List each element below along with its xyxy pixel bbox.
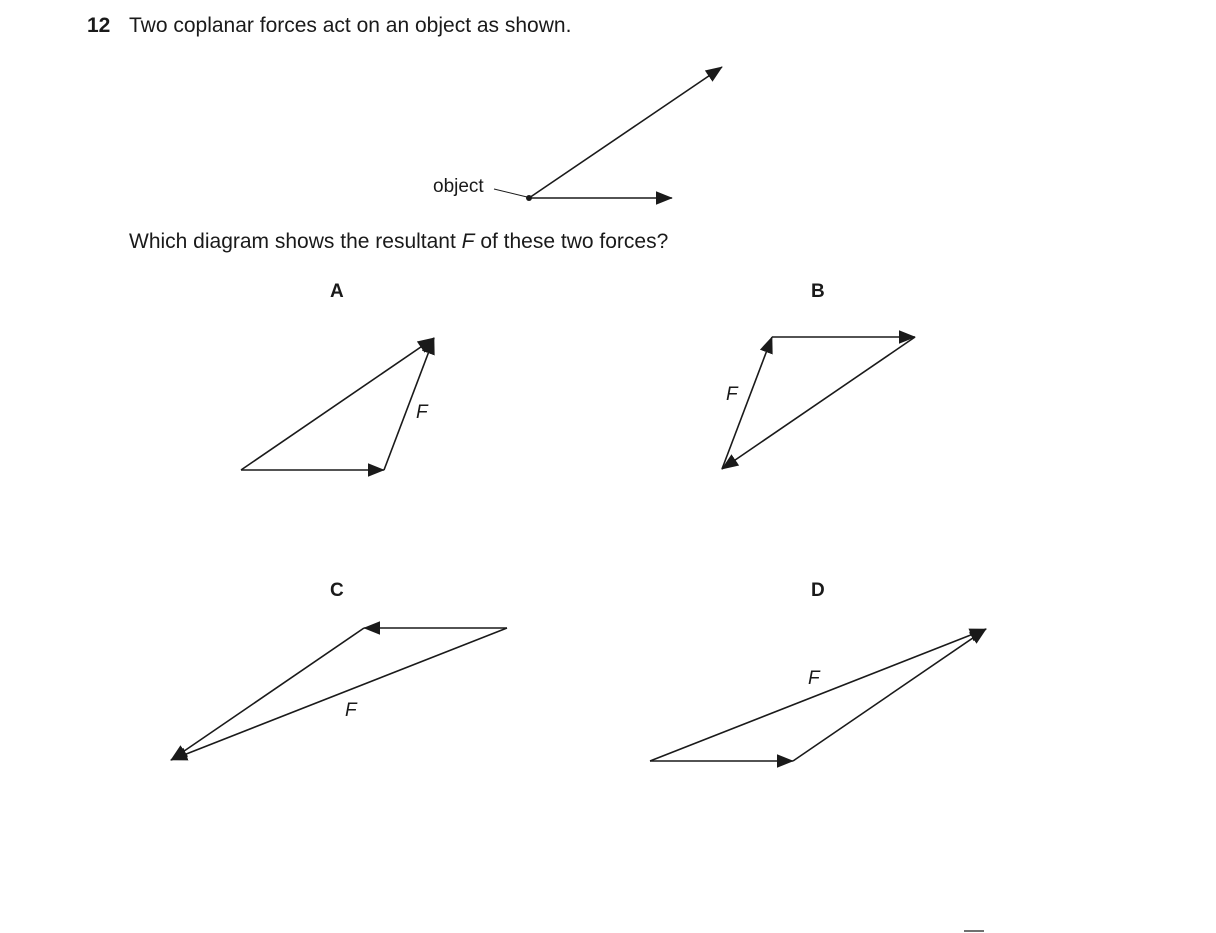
option-d-diagram [650,629,986,761]
option-b-inclined-arrow [722,337,915,469]
option-c-f-label: F [345,700,357,721]
object-leader-line [494,189,527,197]
option-c-label: C [330,580,344,601]
option-b-diagram [722,337,915,469]
option-d-label: D [811,580,825,601]
prompt-symbol: F [461,230,475,253]
option-d-inclined-arrow [793,629,986,761]
question-text: Two coplanar forces act on an object as shown. [129,14,572,37]
inclined-force-arrow [529,67,722,198]
prompt-after: of these two forces? [474,230,669,253]
option-a-label: A [330,281,344,302]
question-number: 12 [87,14,111,37]
option-c-inclined-arrow [171,628,364,760]
prompt-before: Which diagram shows the resultant [129,230,462,253]
option-c-diagram [171,628,507,760]
option-d-f-label: F [808,668,820,689]
option-a-f-label: F [416,402,428,423]
option-b-f-label: F [726,384,738,405]
object-label: object [433,176,484,197]
object-point [526,195,532,201]
option-a-resultant-line [241,338,434,470]
option-c-f-arrow [171,628,507,760]
option-d-f-arrow [650,629,986,761]
main-force-figure [433,67,722,201]
option-b-label: B [811,281,825,302]
option-a-diagram [241,338,434,470]
